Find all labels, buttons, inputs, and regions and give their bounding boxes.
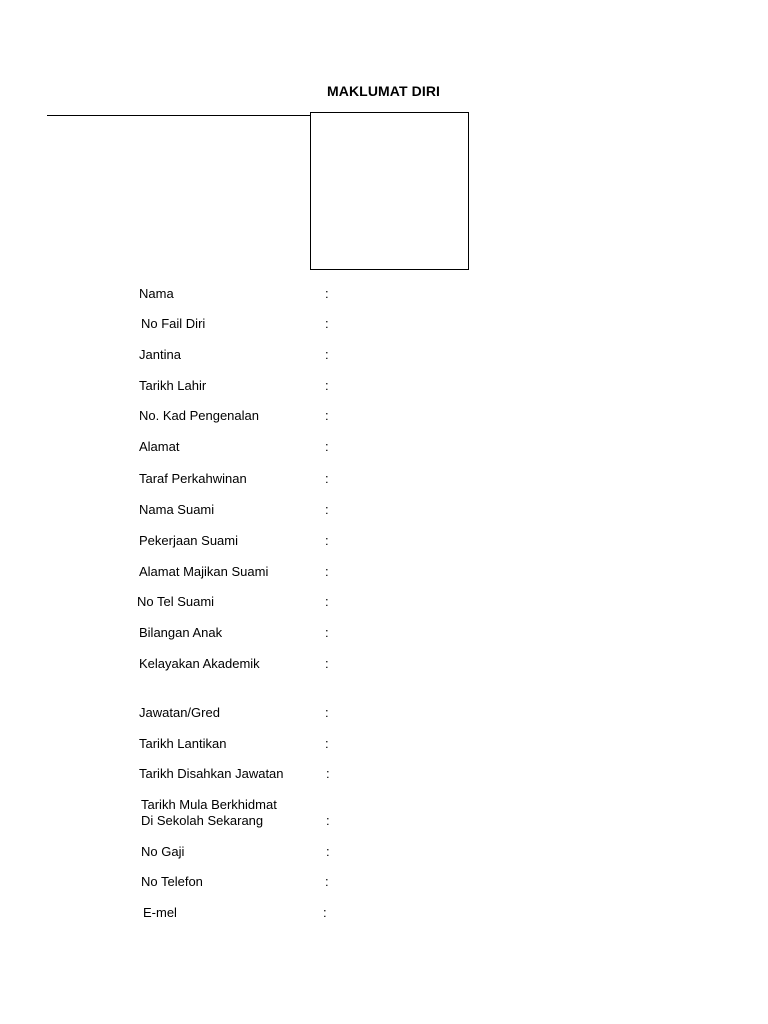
field-label-no-fail-diri: No Fail Diri <box>141 316 206 331</box>
field-label-tarikh-lahir: Tarikh Lahir <box>139 378 207 393</box>
field-label-no-tel-suami: No Tel Suami <box>137 594 215 609</box>
page-title: MAKLUMAT DIRI <box>327 83 441 99</box>
field-label-alamat-majikan-suami: Alamat Majikan Suami <box>139 564 269 579</box>
field-label-tarikh-mula-berkhidmat <box>141 797 277 829</box>
field-label-line-1: Tarikh Mula Berkhidmat <box>141 797 277 812</box>
top-rule-line <box>47 115 311 116</box>
field-label-jantina: Jantina <box>139 347 181 362</box>
field-colon: : <box>325 656 329 671</box>
field-colon: : <box>325 378 329 393</box>
photo-box <box>310 112 469 270</box>
field-colon: : <box>325 736 329 751</box>
field-label-nama-suami: Nama Suami <box>139 502 215 517</box>
field-colon: : <box>325 564 329 579</box>
field-label-no-gaji: No Gaji <box>141 844 185 859</box>
field-label-line-2: Di Sekolah Sekarang <box>141 813 264 828</box>
field-label-alamat: Alamat <box>139 439 180 454</box>
field-colon: : <box>325 408 329 423</box>
field-colon: : <box>326 844 330 859</box>
field-label-pekerjaan-suami: Pekerjaan Suami <box>139 533 238 548</box>
field-colon: : <box>325 594 329 609</box>
field-colon: : <box>325 874 329 889</box>
field-label-taraf-perkahwinan: Taraf Perkahwinan <box>139 471 247 486</box>
field-label-tarikh-lantikan: Tarikh Lantikan <box>139 736 227 751</box>
field-colon: : <box>325 533 329 548</box>
field-colon: : <box>325 286 329 301</box>
field-colon: : <box>326 766 330 781</box>
field-colon: : <box>325 471 329 486</box>
field-label-no-kad-pengenalan: No. Kad Pengenalan <box>139 408 259 423</box>
field-colon: : <box>325 316 329 331</box>
field-colon: : <box>325 502 329 517</box>
field-label-bilangan-anak: Bilangan Anak <box>139 625 223 640</box>
field-label-e-mel: E-mel <box>143 905 177 920</box>
field-colon: : <box>326 813 330 828</box>
field-colon: : <box>325 625 329 640</box>
field-colon: : <box>325 347 329 362</box>
field-label-tarikh-disahkan-jawatan: Tarikh Disahkan Jawatan <box>139 766 284 781</box>
field-colon: : <box>325 705 329 720</box>
field-label-nama: Nama <box>139 286 174 301</box>
field-colon: : <box>323 905 327 920</box>
field-label-kelayakan-akademik: Kelayakan Akademik <box>139 656 260 671</box>
field-label-no-telefon: No Telefon <box>141 874 203 889</box>
field-colon: : <box>325 439 329 454</box>
field-label-jawatan-gred: Jawatan/Gred <box>139 705 220 720</box>
